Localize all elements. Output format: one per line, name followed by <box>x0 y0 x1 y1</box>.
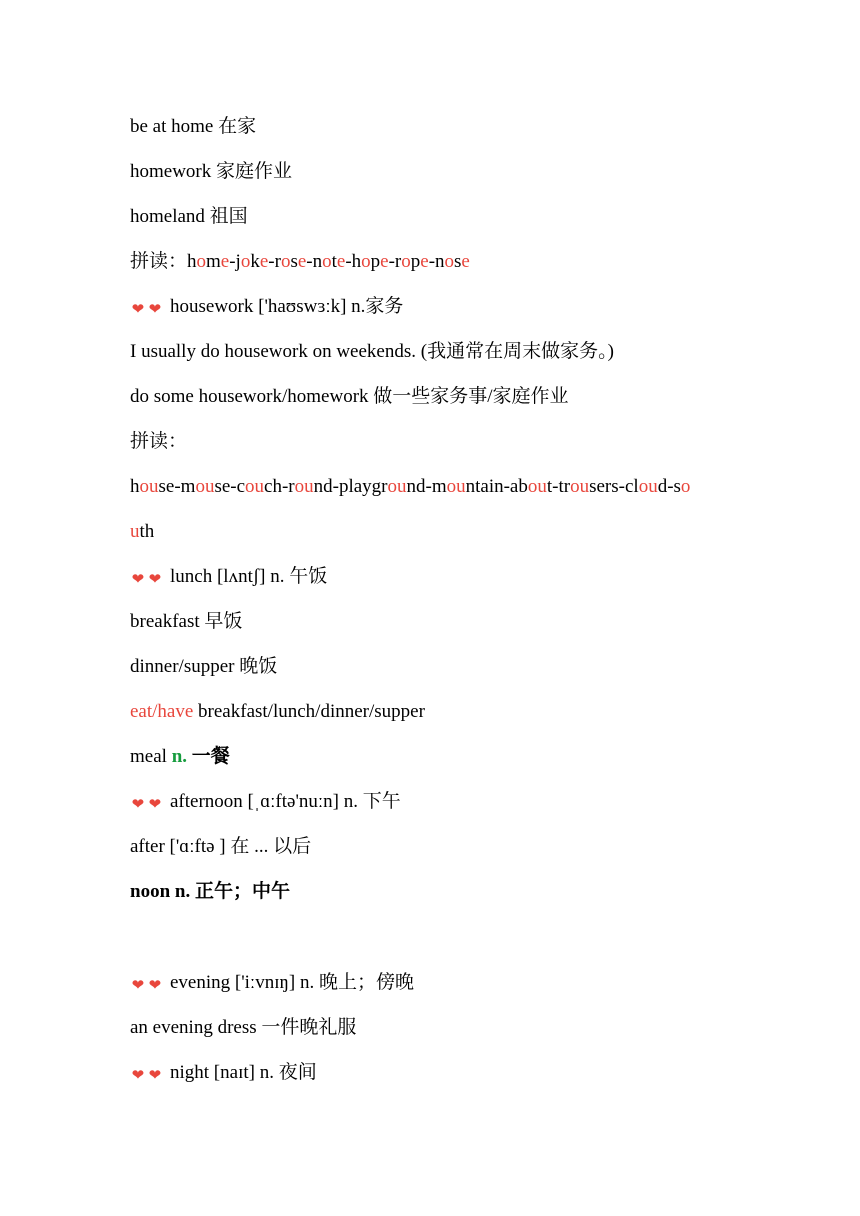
phonics-highlight: o <box>322 251 332 272</box>
entry-evening: evening ['iːvnɪŋ] n. 晚上；傍晚 <box>170 972 414 993</box>
phonics-highlight: o <box>361 251 371 272</box>
phonics-highlight: ou <box>446 476 466 497</box>
phonics-text: t-tr <box>546 476 571 497</box>
highlight-eat-have: eat/have <box>130 701 194 722</box>
phonics-highlight: e <box>220 251 230 272</box>
entry-lunch: lunch [lʌntʃ] n. 午饭 <box>170 566 328 587</box>
phonics-text: h <box>130 476 140 497</box>
phonics-text: -n <box>306 251 323 272</box>
meal-meaning: 一餐 <box>187 746 230 767</box>
phonics-highlight: u <box>130 521 140 542</box>
phonics-highlight: ou <box>638 476 658 497</box>
entry-afternoon: afternoon [ˌɑːftə'nuːn] n. 下午 <box>170 791 401 812</box>
meal-word: meal <box>130 746 172 767</box>
phonics-text: sers-cl <box>589 476 639 497</box>
phonics-text: se-m <box>158 476 196 497</box>
phonics-highlight: e <box>380 251 389 272</box>
line-evening <box>130 971 414 996</box>
entry-night: night [naɪt] n. 夜间 <box>170 1062 317 1083</box>
phonics-highlight: ou <box>195 476 215 497</box>
line-housework <box>130 295 403 320</box>
line-night <box>130 1061 317 1086</box>
line-lunch <box>130 565 327 590</box>
phonics-highlight: ou <box>245 476 265 497</box>
line-eat-have <box>130 700 425 724</box>
phonics-text: m <box>206 251 221 272</box>
phonics-text: -r <box>388 251 402 272</box>
phonics-highlight: e <box>297 251 307 272</box>
phonics-text: s <box>290 251 298 272</box>
phonics-text: -r <box>268 251 281 272</box>
phonics-highlight: ou <box>139 476 159 497</box>
phonics-text: p <box>410 251 421 272</box>
line-after: after ['ɑːftə ] 在 ... 以后 <box>130 836 312 857</box>
line-meal <box>130 745 230 769</box>
phonics-text: ntain-ab <box>465 476 528 497</box>
phonics-text: h <box>187 251 197 272</box>
phonics-text: d-s <box>657 476 681 497</box>
phonics-segments <box>130 521 154 542</box>
line-noon: noon n. 正午；中午 <box>130 881 290 902</box>
line-breakfast: breakfast 早饭 <box>130 611 243 632</box>
phonics-text: se-c <box>214 476 246 497</box>
line-homework: homework 家庭作业 <box>130 161 293 182</box>
phonics-text: ch-r <box>264 476 295 497</box>
phonics-text: k <box>250 251 260 272</box>
phonics-highlight: ou <box>387 476 407 497</box>
phonics-text: -h <box>345 251 362 272</box>
phonics-highlight: ou <box>527 476 547 497</box>
phonics-text: -j <box>229 251 241 272</box>
line-do-some-housework: do some housework/homework 做一些家务事/家庭作业 <box>130 386 569 407</box>
line-example-housework: I usually do housework on weekends. (我通常在周末做家务。) <box>130 341 614 362</box>
phonics-highlight: e <box>420 251 429 272</box>
phonics-highlight: o <box>401 251 411 272</box>
phonics-text: s <box>454 251 462 272</box>
phonics-highlight: e <box>461 251 470 272</box>
line-be-at-home: be at home 在家 <box>130 116 257 137</box>
phonics-highlight: e <box>259 251 269 272</box>
phonics-text: nd-m <box>406 476 447 497</box>
entry-housework: housework ['haʊswɜːk] n.家务 <box>170 296 404 317</box>
phonics-segments <box>130 476 690 497</box>
line-evening-dress: an evening dress 一件晚礼服 <box>130 1017 357 1038</box>
line-phonics-home <box>130 250 470 274</box>
line-phonics-label: 拼读： <box>130 431 188 452</box>
line-phonics-south <box>130 520 154 544</box>
meal-pos: n. <box>171 746 188 767</box>
line-afternoon <box>130 790 401 815</box>
phonics-highlight: o <box>680 476 691 497</box>
phonics-highlight: o <box>444 251 455 272</box>
phonics-highlight: o <box>280 251 291 272</box>
phonics-text: -n <box>428 251 445 272</box>
heart-bullet-icon: ❥❥ <box>128 301 161 315</box>
heart-bullet-icon: ❥❥ <box>128 796 161 810</box>
phonics-highlight: e <box>336 251 346 272</box>
heart-bullet-icon: ❥❥ <box>128 1067 161 1081</box>
phonics-segments <box>187 251 470 272</box>
phonics-highlight: o <box>240 251 251 272</box>
phonics-text: p <box>370 251 381 272</box>
line-phonics-house <box>130 475 690 499</box>
phonics-text: t <box>331 251 337 272</box>
line-dinner: dinner/supper 晚饭 <box>130 656 278 677</box>
heart-bullet-icon: ❥❥ <box>128 977 161 991</box>
heart-bullet-icon: ❥❥ <box>128 571 161 585</box>
line-homeland: homeland 祖国 <box>130 206 248 227</box>
phonics-highlight: ou <box>294 476 314 497</box>
phonics-text: nd-playgr <box>313 476 388 497</box>
meals-list: breakfast/lunch/dinner/supper <box>193 701 425 722</box>
phonics-text: th <box>139 521 155 542</box>
phonics-label: 拼读： <box>130 251 188 272</box>
phonics-highlight: o <box>196 251 207 272</box>
phonics-highlight: ou <box>570 476 590 497</box>
